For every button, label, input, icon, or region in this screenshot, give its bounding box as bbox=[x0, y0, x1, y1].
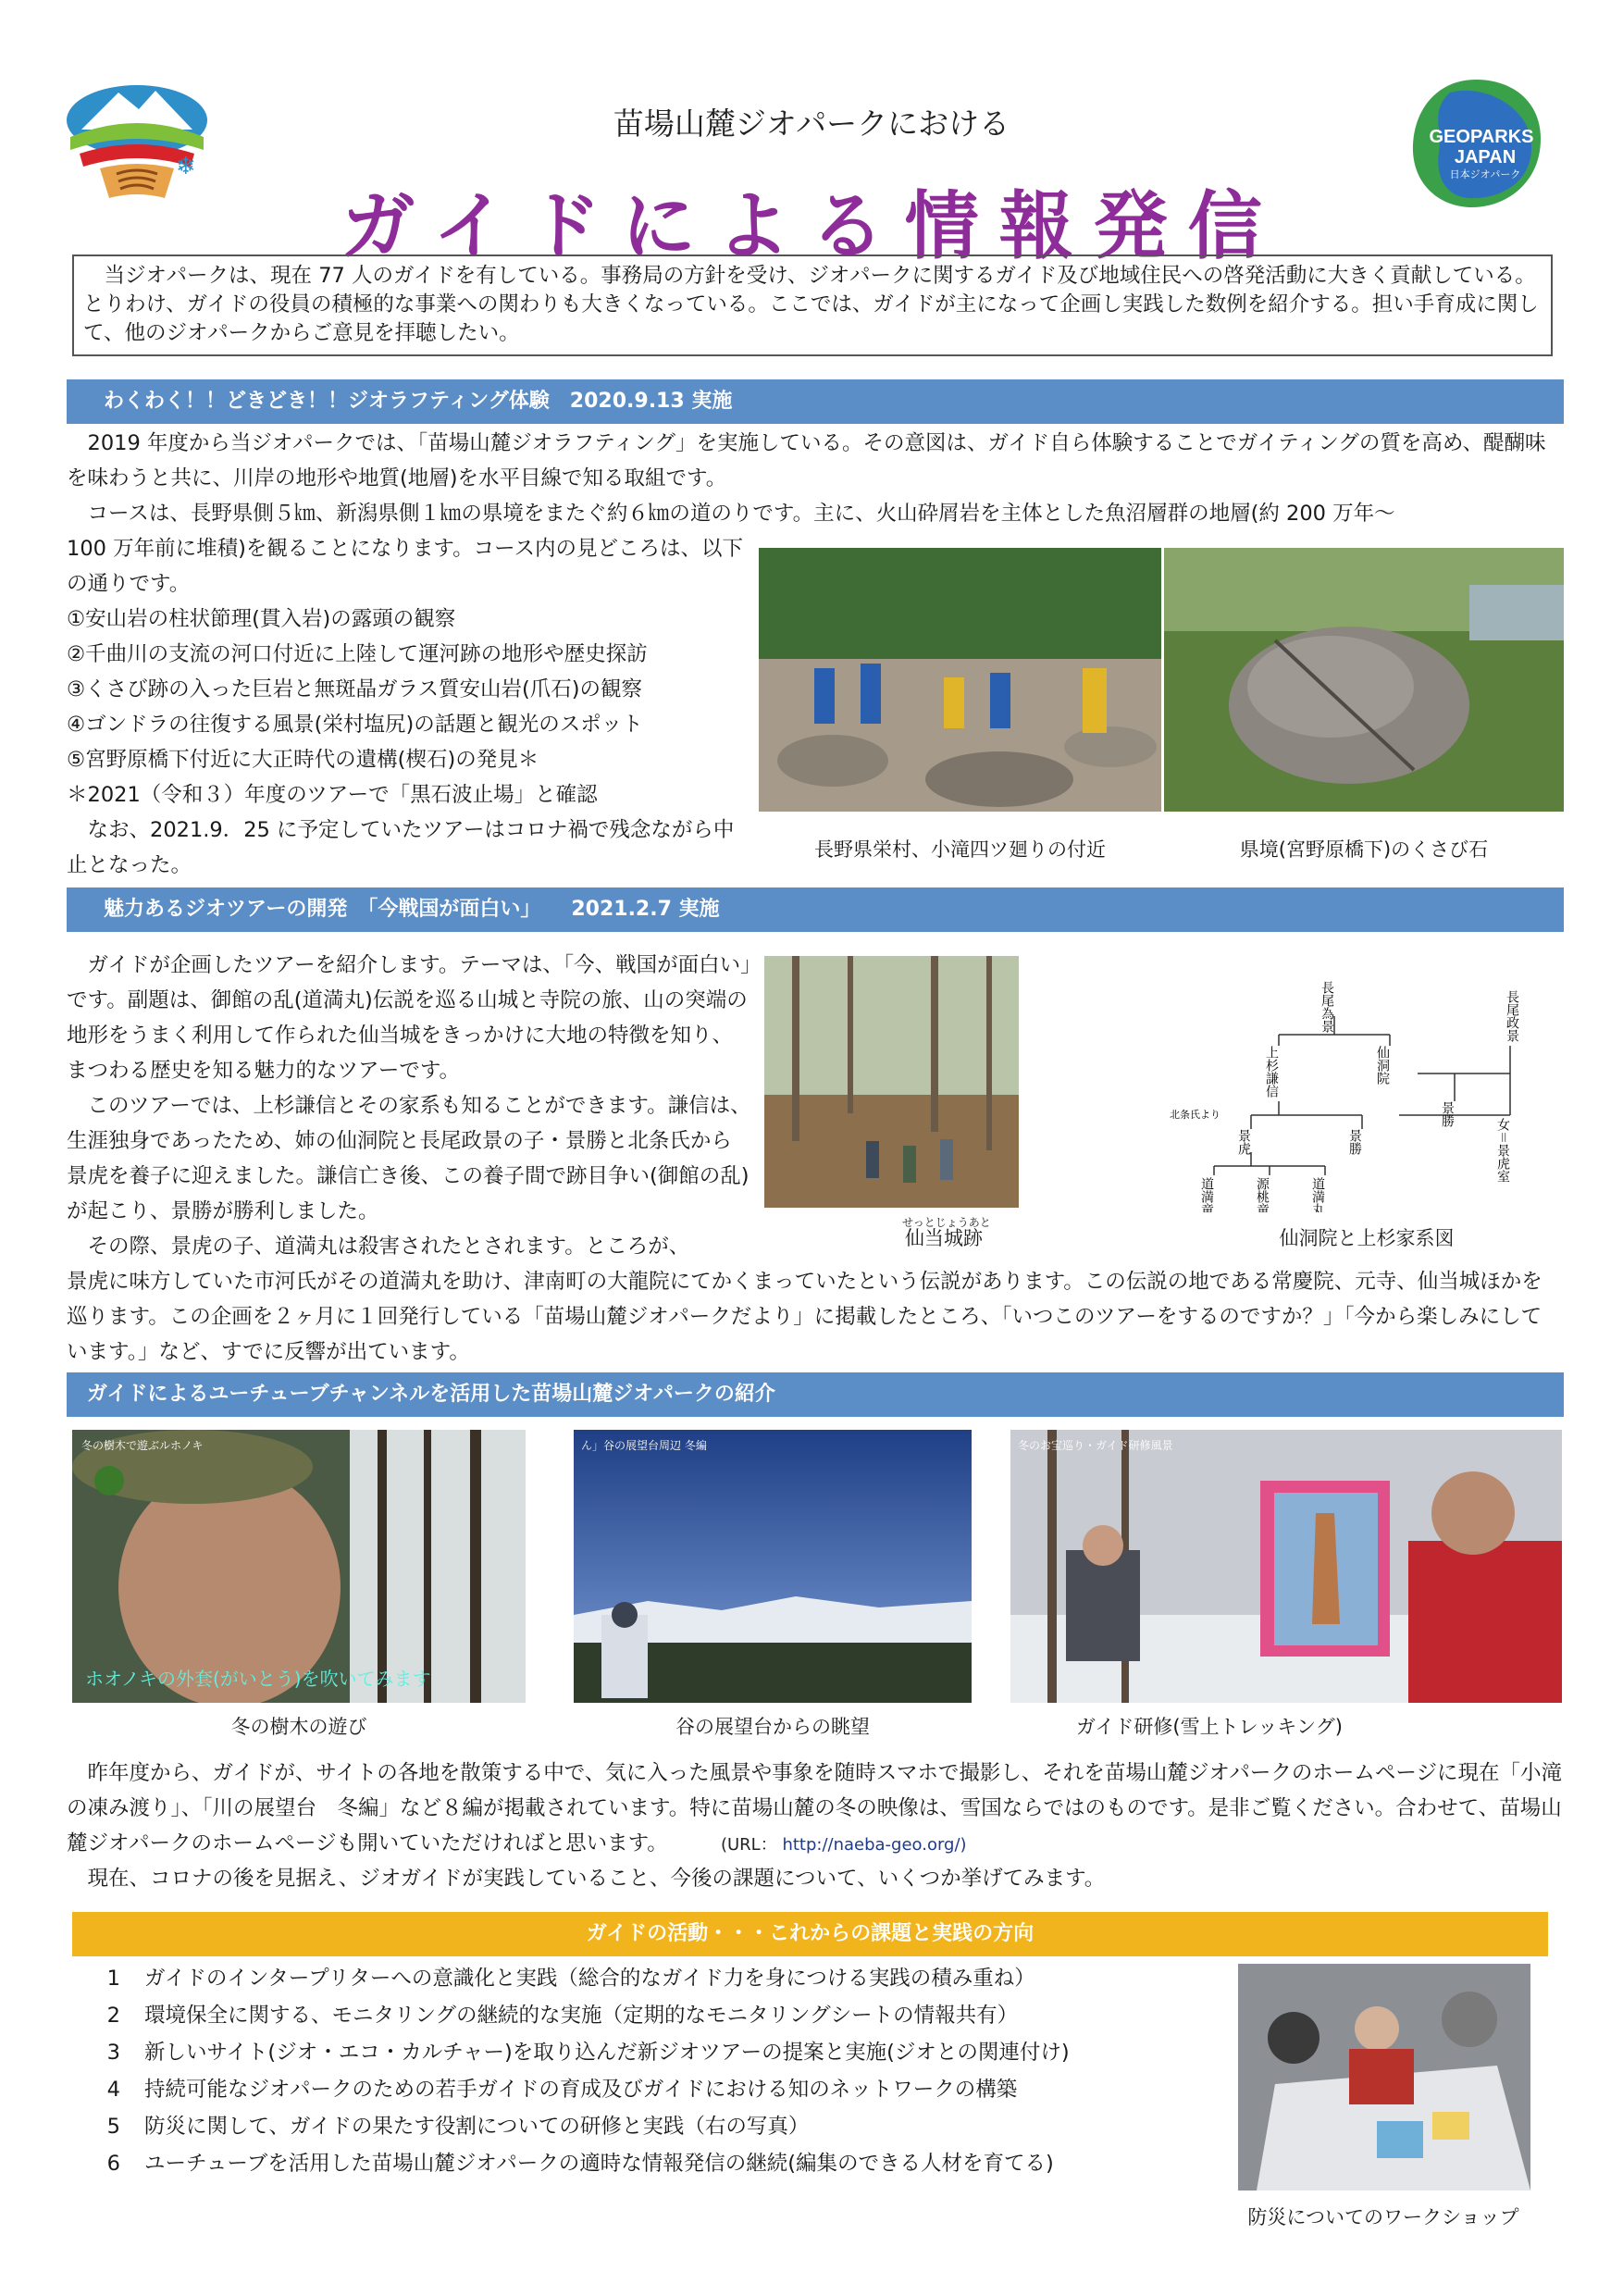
list-item: ⑤宮野原橋下付近に大正時代の遺構(楔石)の発見＊ bbox=[67, 748, 539, 772]
section2-p3b: 景虎に味方していた市河氏がその道満丸を助け、津南町の大龍院にてかくまっていたという伝説があります。この伝説の地である常慶院、元寺、仙当城ほかを巡ります。この企画を２ヶ月に１回発行している「苗場山麓ジオパークだより」に掲載したところ、「いつこのツアーをするのですか？」「今から楽しみにしています。」など、すでに反響が出ています。 bbox=[67, 1270, 1542, 1364]
video1-subtitle: ホオノキの外套(がいとう)を吹いてみます bbox=[85, 1668, 431, 1690]
rafting-photo bbox=[759, 548, 1161, 812]
tree-genshin: 源桃童子 bbox=[1255, 1177, 1270, 1212]
ruby-text: せっとじょうあと bbox=[902, 1216, 991, 1229]
tree-nagao-tamekage: 長尾為景 bbox=[1319, 981, 1334, 1033]
section3-p2: 現在、コロナの後を見据え、ジオガイドが実践していること、今後の課題について、いくつか挙げてみます。 bbox=[87, 1867, 1106, 1891]
video3-caption: ガイド研修(雪上トレッキング) bbox=[1076, 1716, 1343, 1738]
item-text: ユーチューブを活用した苗場山麓ジオパークの適時な情報発信の継続(編集のできる人材を育てる) bbox=[144, 2152, 1054, 2176]
homepage-link[interactable]: http://naeba-geo.org/) bbox=[782, 1835, 967, 1855]
workshop-caption: 防災についてのワークショップ bbox=[1247, 2206, 1519, 2228]
logo-text-geoparks: GEOPARKS bbox=[1429, 127, 1534, 147]
sento-castle-caption: 仙当城跡 bbox=[905, 1227, 983, 1249]
list-item bbox=[67, 1960, 1233, 1997]
section1-highlights bbox=[67, 602, 770, 813]
video3-title: 冬のお宝巡り・ガイド研修風景 bbox=[1018, 1439, 1173, 1452]
list-item bbox=[67, 2071, 1233, 2108]
video1-caption: 冬の樹木の遊び bbox=[230, 1716, 367, 1738]
tree-uesugi-kenshin: 上杉謙信 bbox=[1264, 1046, 1279, 1098]
page-title: ガイドによる情報発信 bbox=[341, 183, 1282, 269]
workshop-photo bbox=[1238, 1964, 1530, 2191]
section2-p3a: その際、景虎の子、道満丸は殺害されたとされます。ところが、 bbox=[87, 1235, 690, 1259]
tree-kagetora: 景虎 bbox=[1236, 1129, 1251, 1155]
youtube-video-observatory[interactable] bbox=[574, 1430, 972, 1703]
section2-heading: 魅力あるジオツアーの開発 「今戦国が面白い」 2021.2.7 実施 bbox=[67, 887, 1564, 932]
video2-caption: 谷の展望台からの眺望 bbox=[675, 1716, 870, 1738]
list-item bbox=[67, 1997, 1233, 2034]
tree-kagekatsu-1: 景勝 bbox=[1347, 1129, 1362, 1155]
list-item bbox=[67, 2145, 1233, 2182]
list-item: ④ゴンドラの往復する風景(栄村塩尻)の話題と観光のスポット bbox=[67, 713, 643, 737]
item-text: 新しいサイト(ジオ・エコ・カルチャー)を取り込んだ新ジオツアーの提案と実施(ジオとの関連付け) bbox=[144, 2041, 1070, 2065]
tree-nagao-masakage: 長尾政景 bbox=[1505, 990, 1519, 1042]
section3-p1 bbox=[67, 1756, 1562, 1863]
list-item: ＊2021（令和３）年度のツアーで「黒石波止場」と確認 bbox=[67, 783, 598, 807]
tree-sannin: 道満童女 bbox=[1199, 1177, 1214, 1212]
section3-heading: ガイドによるユーチューブチャンネルを活用した苗場山麓ジオパークの紹介 bbox=[67, 1372, 1564, 1417]
item-number: 6 bbox=[106, 2152, 120, 2176]
challenges-list bbox=[67, 1960, 1233, 2182]
section1-p4: なお、2021.9．25 に予定していたツアーはコロナ禍で残念ながら中止となった。 bbox=[67, 818, 735, 877]
intro-text: 当ジオパークは、現在 77 人のガイドを有している。事務局の方針を受け、ジオパークに関するガイド及び地域住民への啓発活動に大きく貢献している。とりわけ、ガイドの役員の積極的な事業への関わりも大きくなっている。ここでは、ガイドが主になって企画し実践した数例を紹介する。担い手育成に関して、他のジオパークからご意見を拝聴したい。 bbox=[83, 264, 1539, 345]
list-item: ③くさび跡の入った巨岩と無斑晶ガラス質安山岩(爪石)の観察 bbox=[67, 677, 643, 701]
section4-heading: ガイドの活動・・・これからの課題と実践の方向 bbox=[72, 1912, 1548, 1956]
youtube-video-guide-training[interactable] bbox=[1010, 1430, 1562, 1703]
youtube-video-winter-trees[interactable] bbox=[72, 1430, 526, 1703]
wedge-rock-photo bbox=[1164, 548, 1564, 812]
item-number: 2 bbox=[106, 2004, 120, 2028]
rafting-caption: 長野県栄村、小滝四ツ廻りの付近 bbox=[814, 838, 1106, 861]
section1-p3: 100 万年前に堆積)を観ることになります。コース内の見どころは、以下の通りです。 bbox=[67, 537, 743, 596]
intro-box bbox=[72, 254, 1553, 356]
tree-daughter: 女＝景虎室 bbox=[1495, 1118, 1510, 1183]
section2-p2: このツアーでは、上杉謙信とその家系も知ることができます。謙信は、生涯独身であったため、姉の仙洞院と長尾政景の子・景勝と北条氏から景虎を養子に迎えました。謙信亡き後、この養子間で跡目争い(御館の乱)が起こり、景勝が勝利しました。 bbox=[67, 1094, 751, 1223]
video2-title: ん」谷の展望台周辺 冬編 bbox=[581, 1439, 707, 1452]
tree-kagekatsu-2: 景勝 bbox=[1440, 1101, 1455, 1127]
list-item bbox=[67, 2108, 1233, 2145]
tree-hojo: 北条氏より bbox=[1170, 1109, 1220, 1121]
section1-heading: わくわく！！どきどき！！ジオラフティング体験 2020.9.13 実施 bbox=[67, 379, 1564, 424]
item-text: 防災に関して、ガイドの果たす役割についての研修と実践（右の写真） bbox=[144, 2115, 810, 2139]
url-line bbox=[721, 1835, 967, 1855]
wedge-rock-caption: 県境(宮野原橋下)のくさび石 bbox=[1239, 838, 1489, 861]
family-tree-caption: 仙洞院と上杉家系図 bbox=[1279, 1227, 1455, 1249]
section2-p1: ガイドが企画したツアーを紹介します。テーマは、「今、戦国が面白い」です。副題は、御館の乱(道満丸)伝説を巡る山城と寺院の旅、山の突端の地形をうまく利用して作られた仙当城をきっかけに大地の特徴を知り、まつわる歴史を知る魅力的なツアーです。 bbox=[67, 953, 751, 1083]
tree-sentoin: 仙洞院 bbox=[1375, 1046, 1390, 1085]
sento-castle-photo bbox=[764, 956, 1019, 1208]
section3-p1-text: 昨年度から、ガイドが、サイトの各地を散策する中で、気に入った風景や事象を随時スマホで撮影し、それを苗場山麓ジオパークのホームページに現在「小滝の凍み渡り」、「川の展望台 冬編」など８編が掲載されています。特に苗場山麓の冬の映像は、雪国ならではのものです。是非ご覧ください。合わせて、苗場山麓ジオパークのホームページも開いていただければと思います。 bbox=[67, 1761, 1562, 1855]
page-subtitle: 苗場山麓ジオパークにおける bbox=[613, 105, 1010, 142]
item-text: ガイドのインタープリターへの意識化と実践（総合的なガイド力を身につける実践の積み重ね） bbox=[144, 1967, 1035, 1991]
list-item: ①安山岩の柱状節理(貫入岩)の露頭の観察 bbox=[67, 607, 456, 631]
geoparks-japan-logo bbox=[1402, 74, 1550, 213]
section1-p1: 2019 年度から当ジオパークでは、「苗場山麓ジオラフティング」を実施している。その意図は、ガイド自ら体験することでガイティングの質を高め、醍醐味を味わうと共に、川岸の地形や地質(地層)を水平目線で知る取組です。 bbox=[67, 431, 1546, 490]
logo-text-jp: 日本ジオパーク bbox=[1449, 168, 1521, 180]
item-number: 4 bbox=[106, 2078, 120, 2102]
video1-title: 冬の樹木で遊ぶルホノキ bbox=[81, 1439, 204, 1452]
section1-p2: コースは、長野県側５㎞、新潟県側１㎞の県境をまたぐ約６㎞の道のりです。主に、火山砕屑岩を主体とした魚沼層群の地層(約 200 万年～ bbox=[87, 502, 1395, 526]
item-text: 環境保全に関する、モニタリングの継続的な実施（定期的なモニタリングシートの情報共有） bbox=[144, 2004, 1019, 2028]
item-number: 1 bbox=[106, 1967, 120, 1991]
tree-domanmaru: 道満丸 bbox=[1310, 1177, 1325, 1212]
logo-text-japan: JAPAN bbox=[1454, 147, 1517, 168]
item-number: 5 bbox=[106, 2115, 120, 2139]
item-text: 持続可能なジオパークのための若手ガイドの育成及びガイドにおける知のネットワークの構築 bbox=[144, 2078, 1018, 2102]
list-item bbox=[67, 2034, 1233, 2071]
family-tree-diagram bbox=[1168, 953, 1566, 1212]
url-label: (URL： bbox=[720, 1835, 777, 1855]
svg-text:❄: ❄ bbox=[176, 153, 196, 180]
list-item: ②千曲川の支流の河口付近に上陸して運河跡の地形や歴史探訪 bbox=[67, 642, 648, 666]
item-number: 3 bbox=[106, 2041, 120, 2065]
